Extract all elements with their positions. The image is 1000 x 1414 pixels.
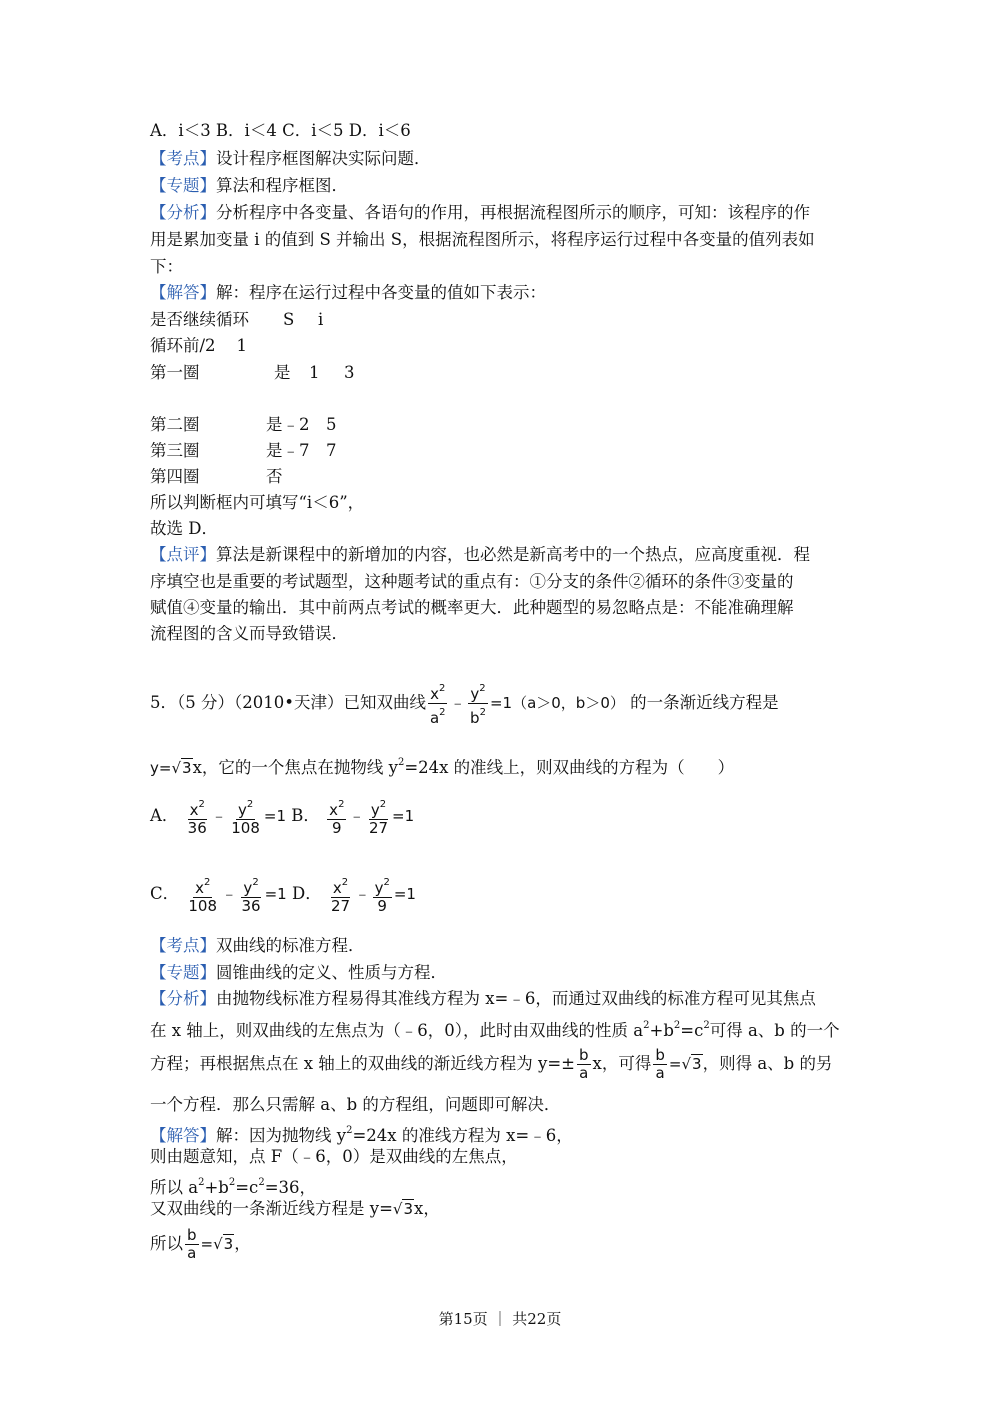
q5-kaodian: 【考点】双曲线的标准方程．: [150, 936, 365, 955]
q5-jieda-5: 所以 $\frac{b}{a}$ =√3，: [150, 1226, 251, 1262]
q5-fenxi-3: 方程；再根据焦点在 x 轴上的双曲线的渐近线方程为 y=± $\frac{b}{a}$ x，可得 $\frac{b}{a}$ =√3，则得 a、b 的另: [150, 1046, 833, 1082]
q5-zhuanti: 【专题】圆锥曲线的定义、性质与方程．: [150, 963, 447, 982]
loop-table-row: 第三圈 是﹣7 7: [150, 441, 337, 460]
q4-fenxi-2: 用是累加变量 i 的值到 S 并输出 S，根据流程图所示，将程序运行过程中各变量的值列表如: [150, 230, 815, 249]
q4-dianping-1: 【点评】算法是新课程中的新增加的内容，也必然是新高考中的一个热点，应高度重视．程: [150, 545, 810, 564]
option-a-label: A．: [150, 806, 179, 825]
q4-kaodian: 【考点】设计程序框图解决实际问题．: [150, 149, 431, 168]
loop-table-row0: 循环前/2 1: [150, 336, 248, 355]
page-footer: 第15页 ｜ 共22页: [438, 1310, 562, 1328]
q5-stem-1: 5．（5 分）（2010•天津）已知双曲线 $\frac{x^2}{a^2}$ ﹣ $\frac{y^2}{b^2}$ =1（a＞0，b＞0） 的一条渐近线方程是: [150, 680, 779, 724]
q5-jieda-2: 则由题意知，点 F（﹣6，0）是双曲线的左焦点，: [150, 1147, 518, 1166]
q4-dianping-4: 流程图的含义而导致错误．: [150, 624, 348, 643]
option-b-label: B．: [291, 806, 320, 825]
q4-conclusion-2: 故选 D．: [150, 519, 218, 538]
q4-jieda: 【解答】解：程序在运行过程中各变量的值如下表示：: [150, 283, 546, 302]
q4-dianping-2: 序填空也是重要的考试题型，这种题考试的重点有：①分支的条件②循环的条件③变量的: [150, 572, 794, 591]
q5-options-ab: A． $\frac{x^2}{36}$ ﹣ $\frac{y^2}{108}$ =1 B． $\frac{x^2}{9}$ ﹣ $\frac{y^2}{27}$ =1: [150, 794, 414, 838]
option-c-label: C．: [150, 884, 180, 903]
q4-conclusion-1: 所以判断框内可填写“i＜6”，: [150, 493, 365, 512]
option-d-label: D．: [291, 884, 322, 903]
sqrt-3: √3: [171, 759, 192, 777]
q5-fenxi-4: 一个方程．那么只需解 a、b 的方程组，问题即可解决．: [150, 1095, 561, 1114]
loop-table-row: 第二圈 是﹣2 5: [150, 415, 337, 434]
fenxi-tag: 【分析】: [150, 203, 216, 222]
dianping-tag: 【点评】: [150, 545, 216, 564]
kaodian-tag: 【考点】: [150, 149, 216, 168]
fraction-x2-a2: $\frac{x^2}{a^2}$: [428, 680, 448, 727]
q5-jieda-1: 【解答】解：因为抛物线 $y^2=24x$ 的准线方程为 x=﹣6，: [150, 1125, 573, 1145]
loop-table-row: 第四圈 否: [150, 467, 283, 486]
q5-fenxi-1: 【分析】由抛物线标准方程易得其准线方程为 x=﹣6，而通过双曲线的标准方程可见其焦点: [150, 989, 816, 1008]
q4-fenxi-1: 【分析】分析程序中各变量、各语句的作用，再根据流程图所示的顺序，可知：该程序的作: [150, 203, 810, 222]
jieda-tag: 【解答】: [150, 283, 216, 302]
q4-options: A．i＜3 B．i＜4 C．i＜5 D．i＜6: [150, 121, 411, 140]
zhuanti-tag: 【专题】: [150, 176, 216, 195]
q4-zhuanti: 【专题】算法和程序框图．: [150, 176, 348, 195]
q5-stem-2: y=√3x，它的一个焦点在抛物线 $y^2=24x$ 的准线上，则双曲线的方程为（ ）: [150, 750, 734, 776]
fraction-y2-b2: $\frac{y^2}{b^2}$: [468, 680, 488, 727]
loop-table-header: 是否继续循环 S i: [150, 310, 324, 329]
loop-table-row: 第一圈 是 1 3: [150, 363, 355, 382]
q4-dianping-3: 赋值④变量的输出．其中前两点考试的概率更大．此种题型的易忽略点是：不能准确理解: [150, 598, 794, 617]
q5-jieda-4: 又双曲线的一条渐近线方程是 y=√3x，: [150, 1199, 440, 1218]
q5-options-cd: C． $\frac{x^2}{108}$ ﹣ $\frac{y^2}{36}$ =1 D． $\frac{x^2}{27}$ ﹣ $\frac{y^2}{9}$ =1: [150, 872, 416, 916]
q5-jieda-3: 所以 $a^2+b^2=c^2=36$，: [150, 1177, 317, 1197]
q5-fenxi-2: 在 x 轴上，则双曲线的左焦点为（﹣6，0），此时由双曲线的性质 $a^2+b^2=c^2$可得 a、b 的一个: [150, 1020, 840, 1040]
q4-fenxi-3: 下：: [150, 257, 183, 276]
